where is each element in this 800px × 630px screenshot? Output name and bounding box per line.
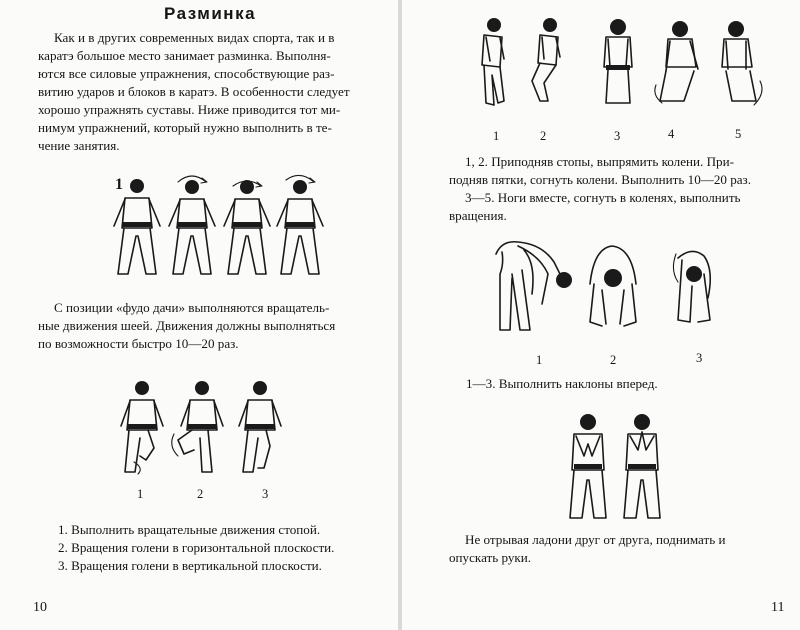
karateka-figure (673, 251, 710, 322)
figure-number: 5 (735, 127, 742, 141)
knees-line: 1, 2. Приподняв стопы, выпрямить колени. При- (465, 154, 734, 169)
karateka-figure (172, 381, 223, 472)
figure-number: 1 (137, 487, 144, 501)
forward-bend-figure (482, 234, 732, 344)
exercise-list (58, 521, 334, 575)
page-number: 11 (771, 600, 785, 615)
palms-line: Не отрывая ладони друг от друга, поднимать и (465, 532, 726, 547)
karateka-figure (604, 19, 632, 103)
figure-number: 2 (610, 353, 617, 367)
bend-caption: 1—3. Выполнить наклоны вперед. (466, 376, 658, 391)
figure-number: 2 (540, 129, 547, 143)
leg-rotation-figure (108, 376, 288, 482)
intro-paragraph (38, 29, 370, 155)
karateka-figure (590, 246, 636, 326)
neck-line: по возможности быстро 10—20 раз. (38, 336, 239, 351)
intro-line: Как и в других современных видах спорта, так и в (54, 30, 335, 45)
karateka-figure (655, 21, 698, 103)
neck-paragraph (38, 299, 372, 353)
list-item: 1. Выполнить вращательные движения стопой. (58, 522, 321, 537)
page-title: Разминка (163, 4, 257, 23)
figure-number: 4 (668, 127, 675, 141)
karateka-figure (532, 18, 560, 101)
figure-number: 1 (493, 129, 500, 143)
knees-paragraph (449, 153, 785, 225)
karateka-figure (239, 381, 281, 472)
list-item: 2. Вращения голени в горизонтальной плоскости. (58, 540, 335, 555)
palms-paragraph (449, 531, 785, 567)
karateka-figure (722, 21, 762, 105)
neck-line: ные движения шеей. Движения должны выполняться (38, 318, 336, 333)
intro-line: витию ударов и блоков в каратэ. В особенности следует (38, 84, 350, 99)
neck-line: С позиции «фудо дачи» выполняются вращатель- (54, 300, 330, 315)
page-number: 10 (33, 600, 47, 615)
figure-label: 1 (115, 176, 123, 193)
list-item: 3. Вращения голени в вертикальной плоскости. (58, 558, 322, 573)
figure-number: 1 (536, 353, 543, 367)
karateka-figure (496, 242, 572, 330)
karateka-figure (114, 179, 160, 274)
figure-number: 3 (614, 129, 621, 143)
knees-line: 3—5. Ноги вместе, согнуть в коленях, выполнить (465, 190, 741, 205)
intro-line: хорошо упражнять суставы. Ниже приводится тот ми- (38, 102, 341, 117)
right-page (402, 0, 800, 630)
karateka-figure (169, 176, 215, 274)
karateka-figure (224, 180, 270, 274)
karateka-figure (482, 18, 504, 105)
knees-line: вращения. (449, 208, 507, 223)
intro-line: ются все силовые упражнения, способствующие раз- (38, 66, 335, 81)
figure-number: 2 (197, 487, 204, 501)
figure-number: 3 (696, 351, 703, 365)
knee-exercise-figure (470, 15, 770, 115)
karateka-figure (624, 414, 660, 518)
left-page (0, 0, 398, 630)
intro-line: чение занятия. (38, 138, 120, 153)
neck-exercise-figure (100, 172, 330, 284)
karateka-figure (121, 381, 163, 474)
knees-line: подняв пятки, согнуть колени. Выполнить 10—20 раз. (449, 172, 752, 187)
karateka-figure (277, 175, 323, 274)
intro-line: каратэ большое место занимает разминка. Выполня- (38, 48, 331, 63)
palms-line: опускать руки. (449, 550, 532, 565)
palms-exercise-figure (560, 410, 670, 526)
karateka-figure (570, 414, 606, 518)
intro-line: нимум упражнений, который нужно выполнить в те- (38, 120, 332, 135)
figure-number: 3 (262, 487, 269, 501)
